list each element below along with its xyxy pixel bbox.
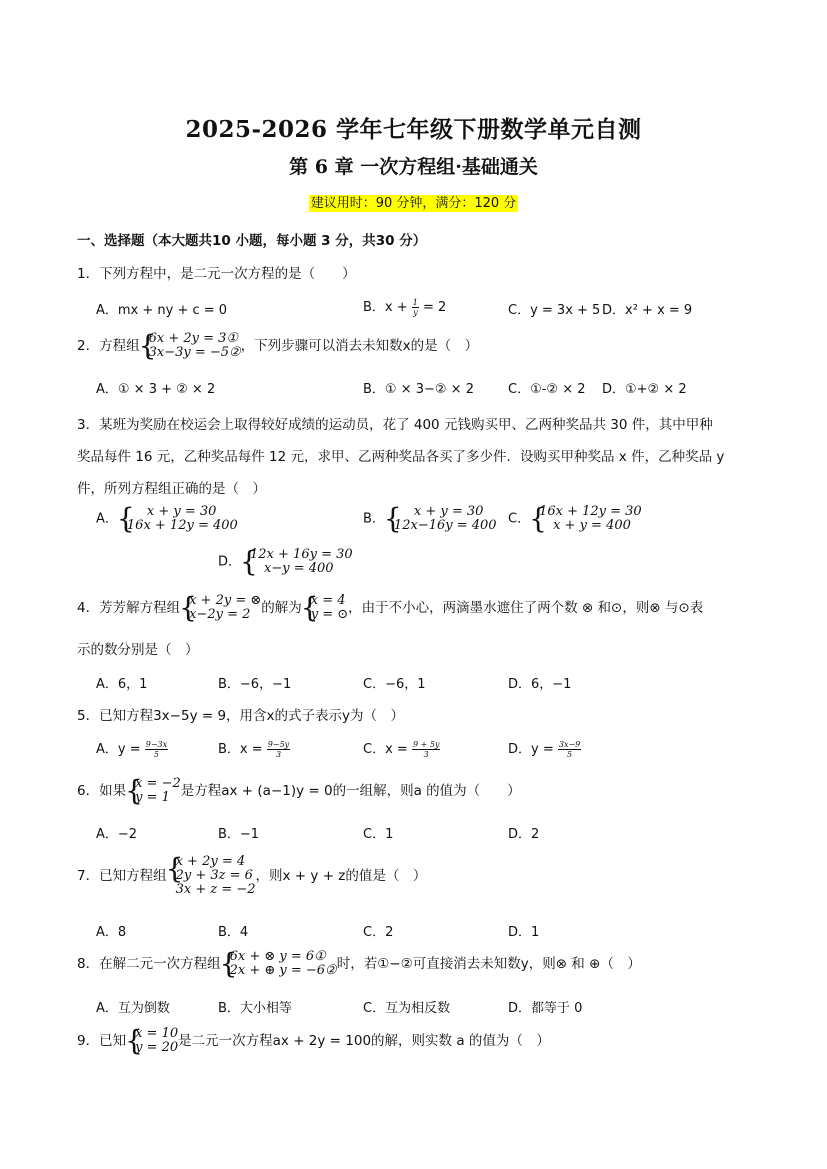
q6-option-a: A．−2 [96, 827, 138, 842]
q7-eq1: { x + 2y = 4 [175, 854, 246, 869]
q2-pre: 2．方程组 [77, 338, 140, 354]
q5-c-fraction [412, 740, 441, 759]
q4-stem [77, 594, 703, 622]
q7-option-b: B．4 [218, 925, 249, 940]
q8-stem [77, 950, 641, 978]
q9-s1: { x = 10 [135, 1026, 179, 1041]
q6-solution [126, 777, 181, 805]
q4-system [180, 594, 261, 622]
q3-b-eq2: 12x−16y = 400 [393, 518, 497, 533]
q6-option-d: D．2 [508, 827, 540, 842]
q3-option-c [508, 505, 642, 533]
q3-b-system [385, 505, 497, 533]
q3-c-eq2: x + y = 400 [553, 518, 631, 533]
q4-eq2: x−2y = 2 [189, 607, 251, 622]
q4-option-d: D．6，−1 [508, 677, 572, 692]
q6-option-c: C．1 [363, 827, 394, 842]
q2-option-b: B．① × 3−② × 2 [363, 382, 474, 397]
q4-option-a: A．6，1 [96, 677, 148, 692]
q8-post: 时，若①−②可直接消去未知数y，则⊗ 和 ⊕（ ） [336, 956, 641, 972]
q7-eq3: 3x + z = −2 [175, 882, 256, 897]
q5-a-den: 5 [153, 750, 160, 759]
q4-pre: 4．芳芳解方程组 [77, 600, 181, 616]
q8-system [221, 950, 337, 978]
q3-line3: 件，所列方程组正确的是（ ） [77, 481, 266, 497]
q7-option-d: D．1 [508, 925, 540, 940]
q4-option-c: C．−6，1 [363, 677, 426, 692]
q3-b-label: B． [363, 511, 385, 527]
q1-b-numerator: 1 [412, 298, 418, 307]
q5-option-d [508, 738, 581, 759]
q3-b-eq1: { x + y = 30 [413, 504, 484, 519]
q8-option-d: D．都等于 0 [508, 1001, 583, 1016]
q5-d-num: 3x−9 [558, 740, 581, 749]
q5-option-a [96, 738, 168, 759]
q9-post: 是二元一次方程ax + 2y = 100的解，则实数 a 的值为（ ） [178, 1033, 550, 1049]
q8-option-b: B．大小相等 [218, 1001, 292, 1016]
q3-a-system [118, 505, 238, 533]
q6-pre: 6．如果 [77, 783, 127, 799]
q4-option-b: B．−6，−1 [218, 677, 292, 692]
q3-a-eq2: 16x + 12y = 400 [126, 518, 238, 533]
q6-s2: y = 1 [135, 790, 170, 805]
q9-solution [126, 1027, 178, 1055]
q8-option-c: C．互为相反数 [363, 1001, 451, 1016]
q3-d-label: D． [218, 554, 242, 570]
time-highlight: 建议用时：90 分钟，满分：120 分 [310, 196, 517, 211]
q3-option-a [96, 505, 238, 533]
q3-a-eq1: { x + y = 30 [146, 504, 217, 519]
q3-option-b [363, 505, 497, 533]
q5-b-fraction [267, 740, 290, 759]
q8-pre: 8．在解二元一次方程组 [77, 956, 221, 972]
q6-post: 是方程ax + (a−1)y = 0的一组解，则a 的值为（ ） [180, 783, 521, 799]
q3-option-d [218, 548, 353, 576]
q4-line2: 示的数分别是（ ） [77, 642, 199, 658]
q3-d-system [241, 548, 353, 576]
q5-d-fraction [558, 740, 581, 759]
q6-s1: { x = −2 [135, 776, 181, 791]
q3-c-label: C． [508, 511, 531, 527]
q1-b-pre: B．x + [363, 300, 408, 315]
page-title: 2025-2026 学年七年级下册数学单元自测 [185, 116, 642, 143]
q9-s2: y = 20 [135, 1040, 179, 1055]
q7-option-a: A．8 [96, 925, 127, 940]
q9-stem [77, 1027, 550, 1055]
q5-a-num: 9−3x [145, 740, 168, 749]
q2-option-c: C．①-② × 2 [508, 382, 586, 397]
q7-option-c: C．2 [363, 925, 394, 940]
q2-eq2: 3x−3y = −5② [148, 345, 241, 360]
q4-s2: y = ⊙ [310, 607, 349, 622]
q7-pre: 7．已知方程组 [77, 868, 167, 884]
q1-b-post: = 2 [423, 300, 447, 315]
q2-eq1: { 6x + 2y = 3① [148, 331, 239, 346]
q3-d-eq2: x−y = 400 [264, 561, 334, 576]
q1-option-c: C．y = 3x + 5 [508, 303, 601, 318]
q1-option-b [363, 296, 446, 317]
q5-option-b [218, 738, 290, 759]
q4-mid: 的解为 [261, 600, 302, 616]
q6-stem [77, 777, 521, 805]
q1-b-fraction [412, 298, 419, 317]
q3-line1: 3．某班为奖励在校运会上取得较好成绩的运动员，花了 400 元钱购买甲、乙两种奖品共 30 件，其中甲种 [77, 417, 713, 433]
q5-a-pre: A．y = [96, 742, 141, 757]
time-banner [0, 192, 827, 211]
q7-eq2: 2y + 3z = 6 [175, 868, 253, 883]
q1-option-d: D．x² + x = 9 [602, 303, 693, 318]
q6-option-b: B．−1 [218, 827, 260, 842]
q1-b-denominator: y [413, 308, 418, 317]
q3-a-label: A． [96, 511, 118, 527]
q7-stem [77, 855, 426, 897]
q2-stem [77, 332, 478, 360]
q3-line2: 奖品每件 16 元，乙种奖品每件 12 元，求甲、乙两种奖品各买了多少件．设购买甲种奖品 x 件，乙种奖品 y [77, 449, 725, 465]
q2-option-a: A．① × 3 + ② × 2 [96, 382, 216, 397]
q7-system [167, 855, 256, 897]
q3-d-eq1: { 12x + 16y = 30 [250, 547, 353, 562]
q4-post: ，由于不小心，两滴墨水遮住了两个数 ⊗ 和⊙，则⊗ 与⊙表 [348, 600, 704, 616]
q5-b-den: 3 [275, 750, 282, 759]
q8-eq1: { 6x + ⊗ y = 6① [229, 949, 326, 964]
q5-c-den: 3 [423, 750, 429, 759]
section-heading: 一、选择题（本大题共10 小题，每小题 3 分，共30 分） [77, 233, 427, 249]
q7-post: ，则x + y + z的值是（ ） [255, 868, 427, 884]
q1-stem: 1．下列方程中，是二元一次方程的是（ ） [77, 266, 356, 282]
q4-eq1: { x + 2y = ⊗ [189, 593, 262, 608]
q5-option-c [363, 738, 440, 759]
q5-b-num: 9−5y [267, 740, 290, 749]
q5-d-pre: D．y = [508, 742, 554, 757]
q2-post: ，下列步骤可以消去未知数x的是（ ） [240, 338, 479, 354]
q3-c-eq1: { 16x + 12y = 30 [539, 504, 642, 519]
q5-c-num: 9 + 5y [412, 740, 440, 749]
q5-b-pre: B．x = [218, 742, 263, 757]
q4-s1: { x = 4 [310, 593, 346, 608]
q9-pre: 9．已知 [77, 1033, 127, 1049]
q5-c-pre: C．x = [363, 742, 408, 757]
chapter-subtitle: 第 6 章 一次方程组·基础通关 [289, 156, 538, 178]
q2-option-d: D．①+② × 2 [602, 382, 687, 397]
q5-stem: 5．已知方程3x−5y = 9，用含x的式子表示y为（ ） [77, 708, 405, 724]
q8-eq2: 2x + ⊕ y = −6② [229, 963, 337, 978]
q3-c-system [530, 505, 642, 533]
q5-d-den: 5 [567, 750, 573, 759]
q8-option-a: A．互为倒数 [96, 1001, 170, 1016]
q2-system [140, 332, 241, 360]
q1-option-a: A．mx + ny + c = 0 [96, 303, 228, 318]
q5-a-fraction [145, 740, 168, 759]
q4-solution [302, 594, 348, 622]
